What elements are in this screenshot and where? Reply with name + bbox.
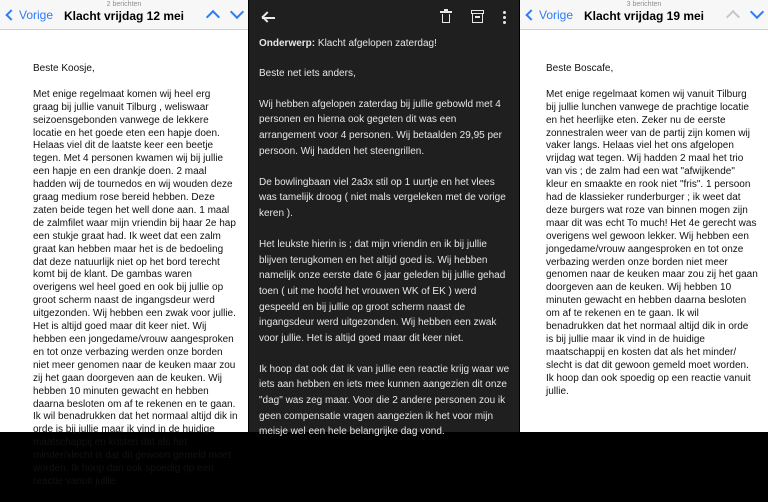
back-label: Vorige <box>539 8 574 22</box>
chevron-up-icon[interactable] <box>726 10 740 24</box>
message-count: 2 berichten <box>106 1 142 8</box>
body-paragraph: Met enige regelmaat komen wij heel erg graag bij jullie vanuit Tilburg , weliswaar seizoensgebonden vanwege de lekkere locatie en het goede eten een hapje doen. Helaas viel dit de laatste keer een beetje tegen. Met 4 personen kwamen wij bij jullie een hapje en een drankje doen. 2 maal hadden wij de tournedos en wij wouden deze graag medium rose bereid hebben. Deze zaten beide tegen het well done aan. 1 maal de zalmfilet waar mijn vriendin bij haar 2e hap een stukje graat had. Ik weet dat een zalm graat kan hebben maar het is de bedoeling dat deze natuurlijk niet op het bord terecht komt bij de klant. De gambas waren overigens wel heel goed en ook bij jullie op groot scherm naast de ingangsdeur werd uitgezonden. Wij hebben een zwak voor jullie. Het is altijd goed maar dit keer niet. Wij hebben een jongedame/vrouw aangesproken en tot onze verbazing werden onze borden niet meer genomen naar de keuken maar zou zij het gaan doorgeven aan de keuken. Wij hebben 10 minuten gewacht en hebben daarna besloten om af te rekenen en te gaan. Ik wil benadrukken dat het normaal altijd dik in orde is bij jullie maar ik vind in de huidige maatschappij en kosten dat als het minder/slecht is dat dit gewoon gemeld moet worden. Ik hoop dan ook spoedig op een reactie vanuit jullie. <box>33 88 238 487</box>
mail-panel-middle <box>248 0 520 438</box>
back-label: Vorige <box>19 8 54 22</box>
body-paragraph: De bowlingbaan viel 2a3x stil op 1 uurtje en het vlees was tamelijk droog ( niet mals vergeleken met de vorige keren ). <box>259 176 506 219</box>
body-paragraph: Met enige regelmaat komen wij vanuit Tilburg bij jullie lunchen vanwege de prachtige locatie en het heerlijke eten. Zeker nu de eerste zonnestralen weer van de partij zijn komen wij vaker langs. Helaas viel het ons afgelopen vrijdag wat tegen. Wij hadden 2 maal het trio van vis ; de zalm had een wat "afwijkende" kleur en smaakte en rook niet "fris". 1 persoon had de klassieker runderburger ; ik weet dat deze burgers wat roze van binnen mogen zijn maar dit was echt To much! Het 4e gerecht was overigens wel gewoon lekker. Wij hebben een jongedame/vrouw aangesproken en tot onze verbazing werden onze borden niet meer genomen naar de keuken maar zou zij het gaan doorgeven aan de keuken. Wij hebben 10 minuten gewacht en hebben daarna besloten om af te rekenen en te gaan. Ik wil benadrukken dat het normaal altijd dik in orde is bij jullie maar ik vind in de huidige maatschappij en kosten dat als het minder/ slecht is dat dit gewoon gemeld moet worden. Ik hoop dan ook spoedig op een reactie vanuit jullie. <box>546 88 758 397</box>
trash-icon[interactable] <box>440 10 452 24</box>
gmail-toolbar <box>249 0 519 34</box>
mail-panel-left <box>0 0 248 487</box>
mail-header <box>0 0 248 30</box>
subject-label: Onderwerp: <box>259 38 316 49</box>
more-vert-icon[interactable] <box>503 11 507 25</box>
subject-text: Klacht afgelopen zaterdag! <box>317 38 437 49</box>
chevron-up-icon[interactable] <box>206 10 220 24</box>
greeting: Beste net iets anders, <box>259 67 356 79</box>
message-body <box>33 63 238 502</box>
mail-header <box>520 0 768 30</box>
message-body <box>259 36 511 455</box>
chevron-down-icon[interactable] <box>750 5 764 19</box>
message-nav <box>208 8 242 22</box>
message-count: 3 berichten <box>626 1 662 8</box>
body-paragraph: Het leukste hierin is ; dat mijn vriendin en ik bij jullie blijven terugkomen en het altijd goed is. Wij hebben namelijk onze eerste date 6 jaar geleden bij jullie gehad toen ( uit me hoofd het vrouwen WK of EK ) werd gespeeld en bij jullie op groot scherm naast de ingangsdeur werd uitgezonden. Wij hebben een zwak voor jullie. Het is altijd goed maar dit keer niet. <box>259 239 506 344</box>
body-paragraph: Wij hebben afgelopen zaterdag bij jullie gebowld met 4 personen en hierna ook gegeten dit was een arrangement voor 4 personen. Wij betaalden 29,95 per persoon. Wij hadden het steengrillen. <box>259 98 502 157</box>
body-paragraph: Ik hoop dat ook dat ik van jullie een reactie krijg waar we iets aan hebben en iets mee kunnen aangezien dit onze "dag" was zeg maar. Voor die 2 andere personen zou ik geen compensatie vragen aangezien ik het voor mijn meisje wel een hele belangrijke dag vond. <box>259 363 510 438</box>
message-body <box>546 63 758 411</box>
archive-icon[interactable] <box>471 10 484 23</box>
mail-panel-right <box>520 0 768 432</box>
message-nav <box>728 8 762 22</box>
greeting: Beste Koosje, <box>33 63 95 74</box>
subject-title: Klacht vrijdag 12 mei <box>63 9 185 23</box>
back-arrow-icon[interactable] <box>261 11 275 25</box>
subject-line <box>259 36 511 52</box>
subject-title: Klacht vrijdag 19 mei <box>583 9 705 23</box>
chevron-down-icon[interactable] <box>230 5 244 19</box>
greeting: Beste Boscafe, <box>546 63 614 74</box>
